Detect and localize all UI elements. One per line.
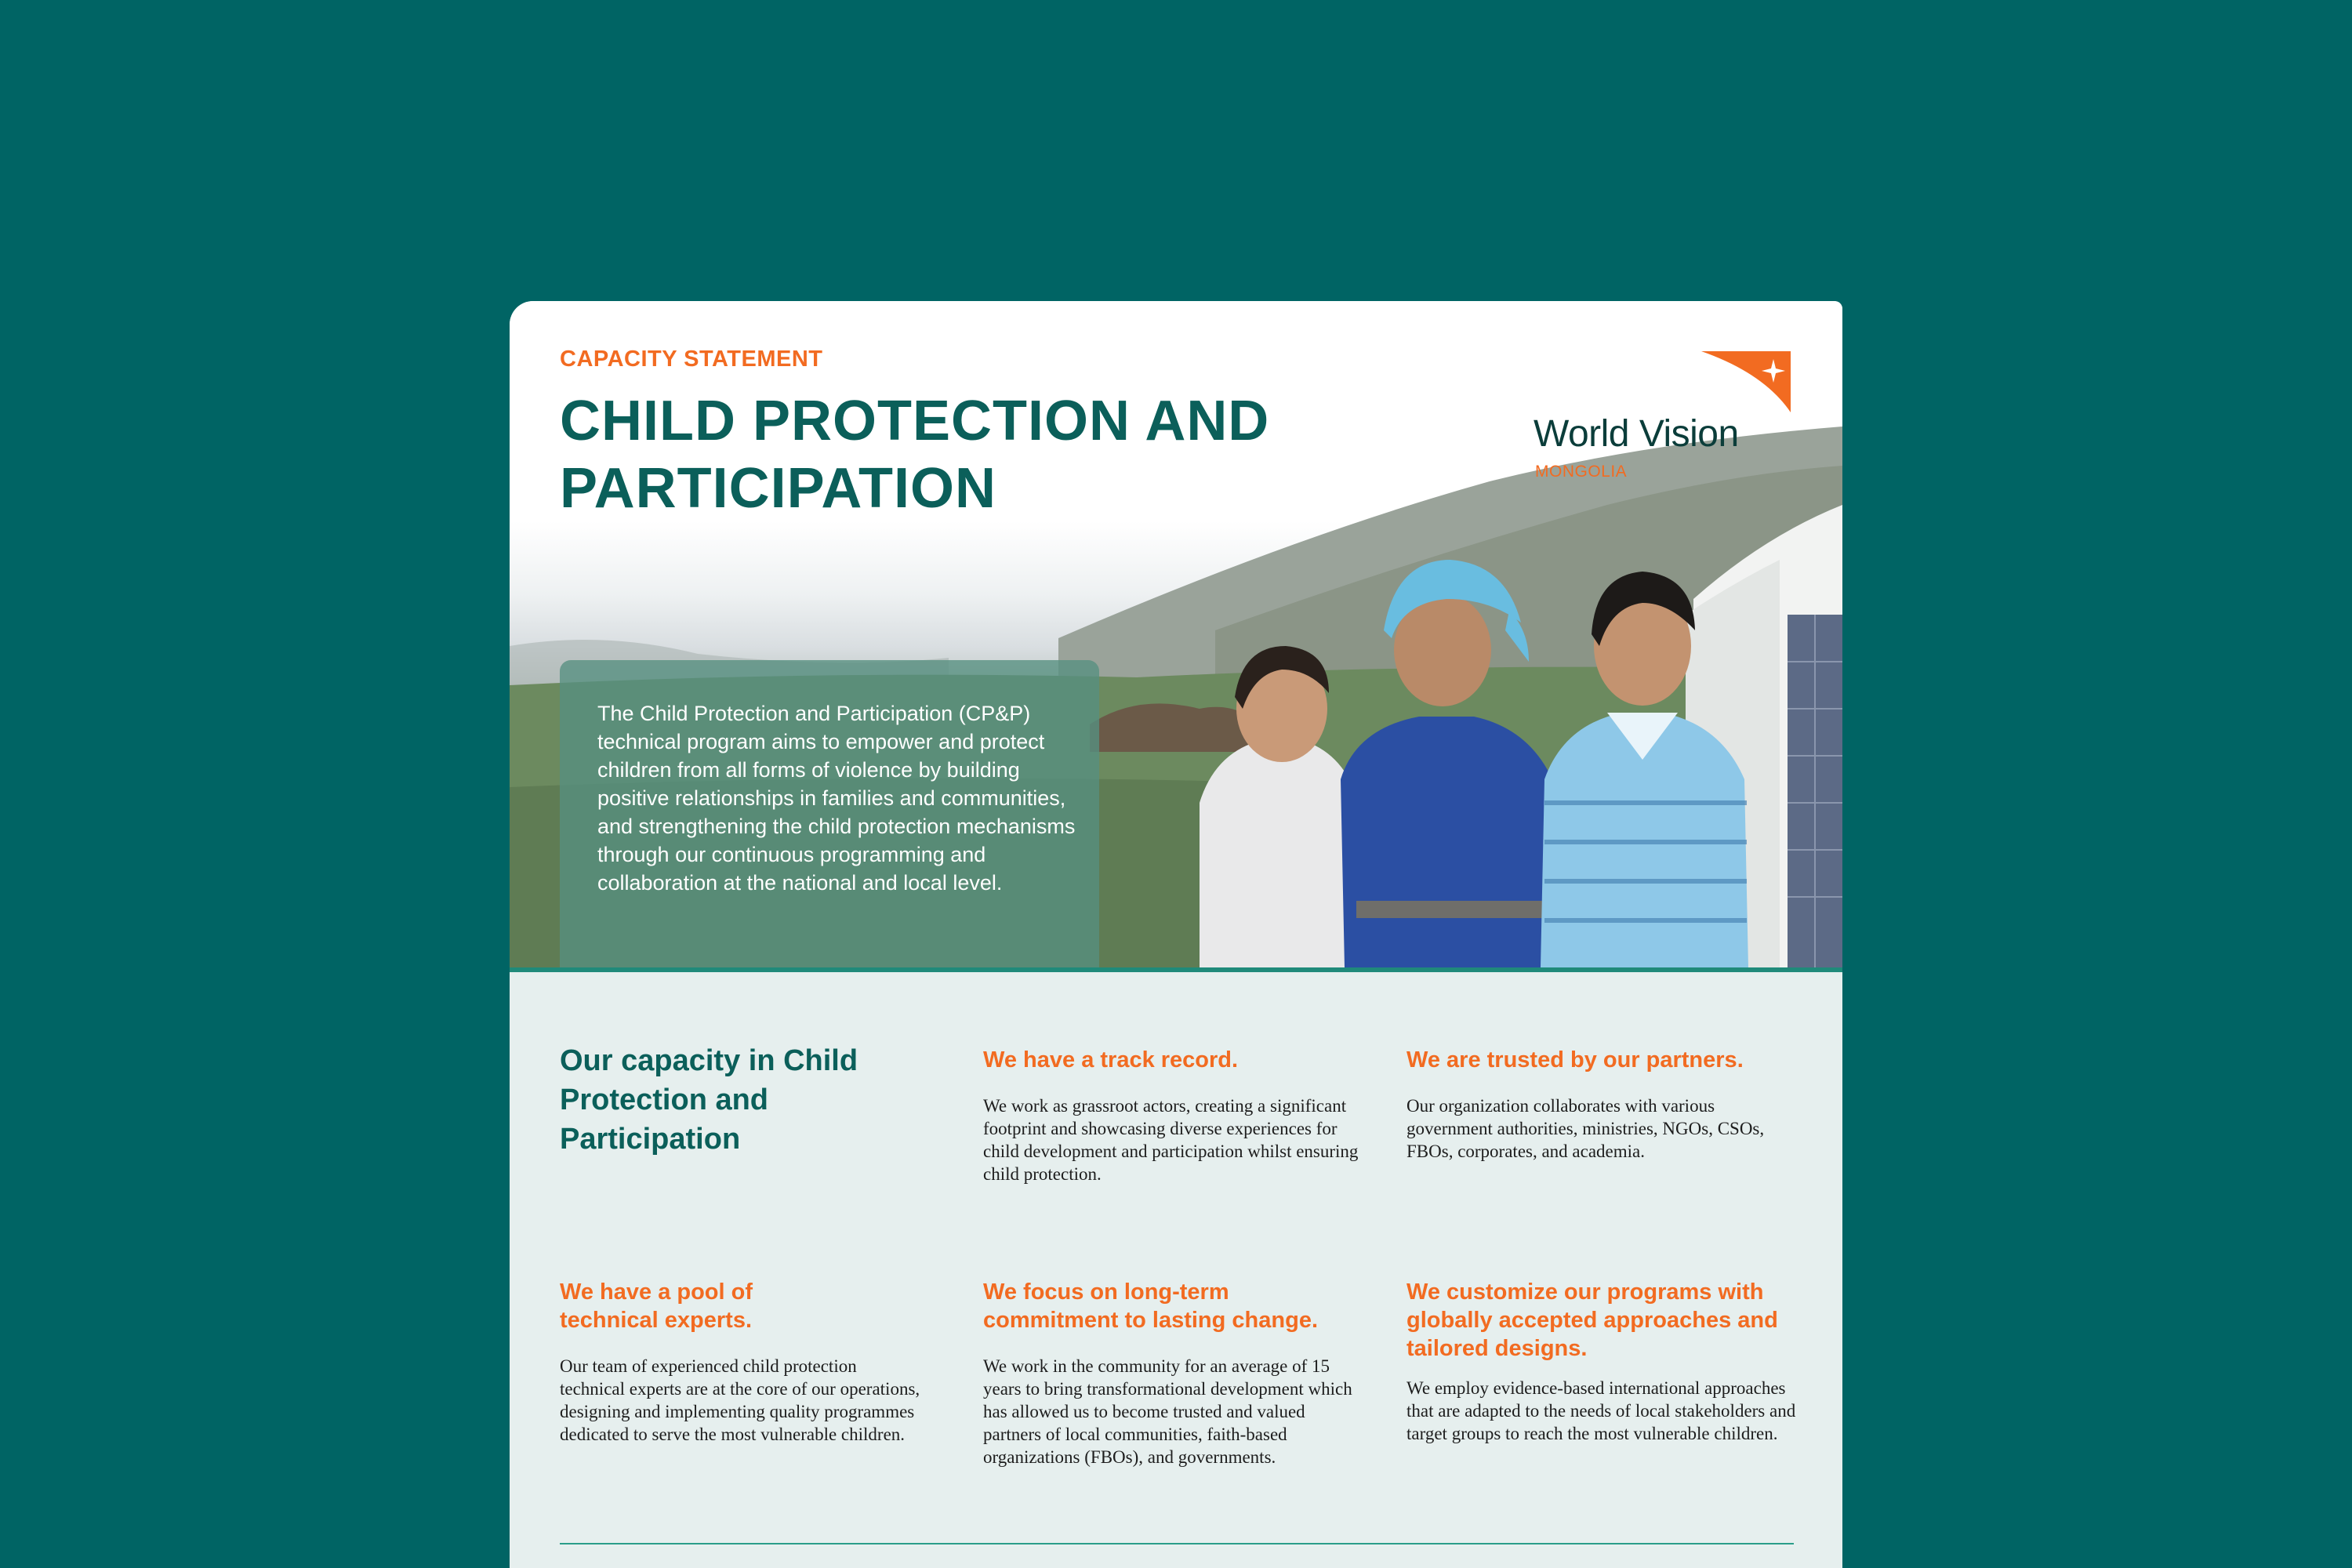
capacity-heading: Our capacity in Child Protection and Participation xyxy=(560,1044,858,1156)
section-heading: We have a pool of technical experts. xyxy=(560,1279,753,1333)
section-technical-experts xyxy=(560,1278,920,1446)
section-body: Our organization collaborates with various government authorities, ministries, NGOs, CSOs, FBOs, corporates, and academia. xyxy=(1406,1096,1765,1161)
section-heading: We customize our programs with globally accepted approaches and tailored designs. xyxy=(1406,1279,1778,1361)
page-title: CHILD PROTECTION AND PARTICIPATION xyxy=(560,390,1270,520)
section-track-record xyxy=(983,1046,1359,1185)
section-long-term-commitment xyxy=(983,1278,1367,1468)
world-vision-logo xyxy=(1529,350,1795,481)
section-customized-programs xyxy=(1406,1278,1798,1445)
section-heading: We are trusted by our partners. xyxy=(1406,1047,1744,1073)
footer-divider xyxy=(560,1543,1794,1544)
section-heading: We focus on long-term commitment to lasting change. xyxy=(983,1279,1318,1333)
section-heading: We have a track record. xyxy=(983,1047,1239,1073)
section-trusted-partners xyxy=(1406,1046,1798,1163)
section-body: We employ evidence-based international approaches that are adapted to the needs of local stakeholders and target groups to reach the most vulnerable children. xyxy=(1406,1378,1796,1443)
intro-panel xyxy=(560,660,1099,967)
capacity-grid xyxy=(510,972,1842,1568)
capacity-heading-cell xyxy=(560,1041,920,1159)
logo-subtitle: MONGOLIA xyxy=(1535,463,1628,481)
section-body: We work as grassroot actors, creating a significant footprint and showcasing diverse experiences for child development and participation whilst ensuring child protection. xyxy=(983,1096,1359,1184)
section-body: Our team of experienced child protection technical experts are at the core of our operations, designing and implementing quality programmes dedicated to serve the most vulnerable children. xyxy=(560,1356,920,1444)
section-body: We work in the community for an average of 15 years to bring transformational development which has allowed us to become trusted and valued partners of local communities, faith-based organizations (FBOs), and governments. xyxy=(983,1356,1352,1467)
capacity-statement-document xyxy=(510,301,1842,1568)
intro-text: The Child Protection and Participation (CP&P) technical program aims to empower and protect children from all forms of violence by building positive relationships in families and communities, and strengthening the child protection mechanisms through our continuous programming and collaboration at the national and local level. xyxy=(597,702,1076,895)
eyebrow-label: CAPACITY STATEMENT xyxy=(560,347,823,372)
hero-banner xyxy=(510,301,1842,967)
logo-name: World Vision xyxy=(1534,413,1739,455)
